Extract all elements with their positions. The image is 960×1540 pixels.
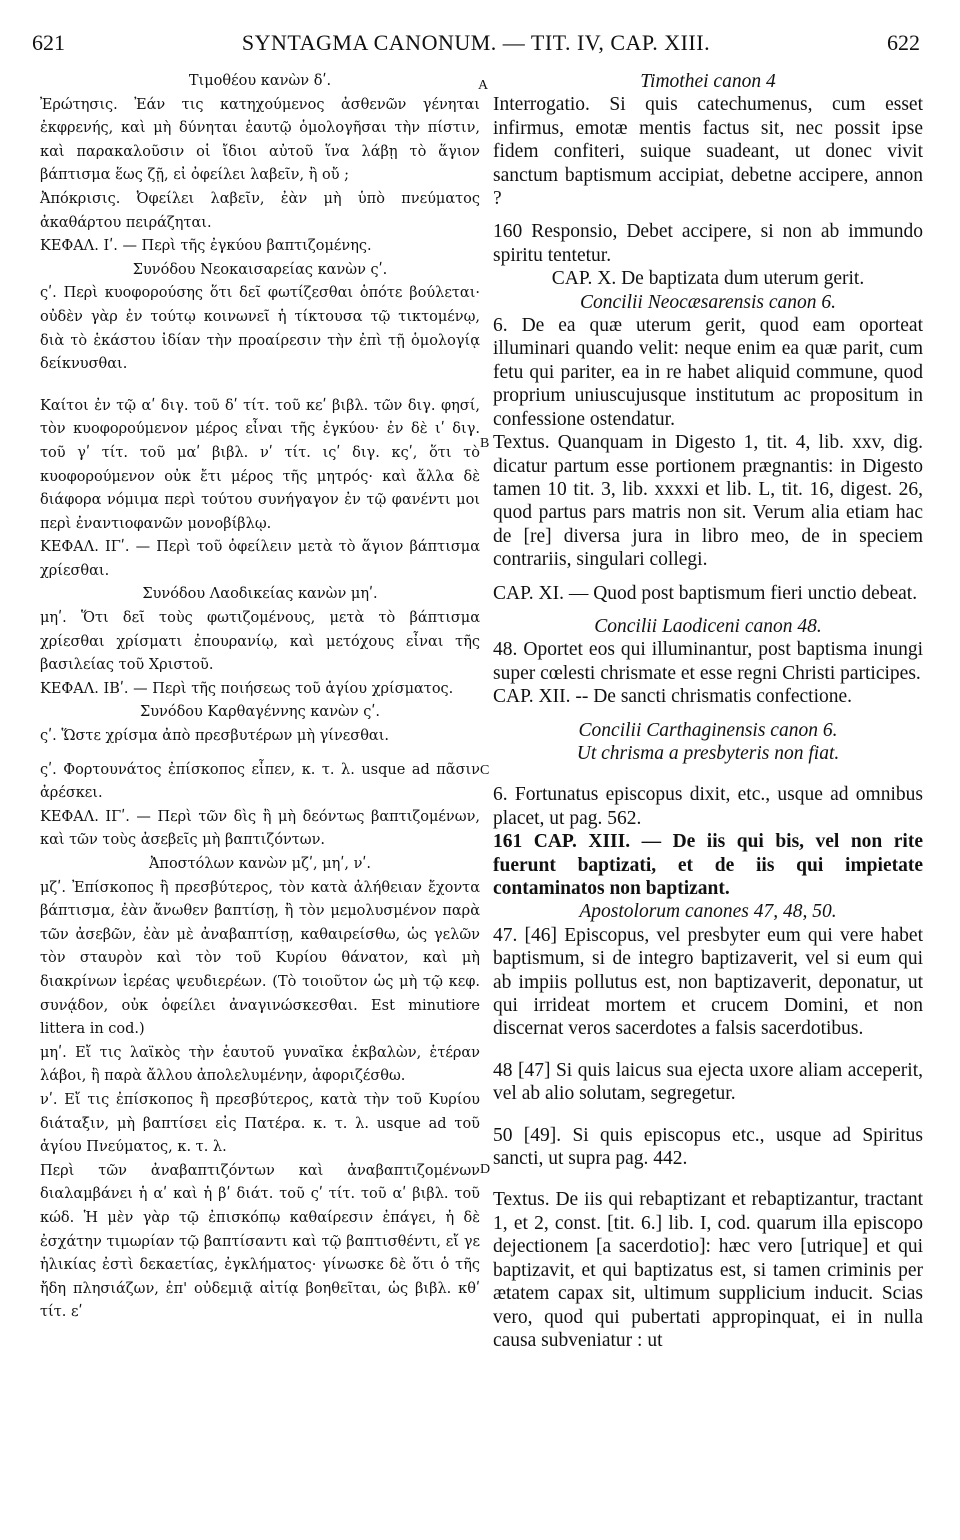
latin-paragraph: 47. [46] Episcopus, vel presbyter eum qui vere habet baptismum, si de integro baptizaverit, vel si eum qui ab impiis pollutus est, non baptizaverit, deponatur, ut qui irrideat mortem et crucem Domini, et non discernat veros sacerdotes a falsis sacerdotibus. [493, 924, 923, 1040]
latin-paragraph: Textus. Quanquam in Digesto 1, tit. 4, lib. xxv, dig. dicatur partum esse portionem prægnantis: in Digesto tamen 10 tit. 3, lib. xxxxi et lib. L, tit. 16, digest. 26, quod partus pars matris non sit. Verum alia etiam hac de [re] diversa jura in libro meo, de in speciem contrariis, singulari collegi. [493, 432, 923, 571]
margin-letter-b: B [480, 436, 490, 451]
margin-letter-a: A [478, 78, 489, 93]
greek-paragraph: Ἐρώτησις. Ἐάν τις κατηχούμενος ἀσθενῶν γένηται ἐκφρενής, καὶ μὴ δύνηται ἑαυτῷ ὁμολογῆσαι τὴν πίστιν, καὶ παρακαλοῦσιν οἱ ἴδιοι αὐτοῦ ἵνα λάβῃ τὸ ἅγιον βάπτισμα ἕως ζῇ, εἰ ὀφείλει λαβεῖν, ἢ οὔ ; [40, 96, 480, 184]
greek-chapter-heading: ΚΕΦΑΛ. ΙΒʹ. — Περὶ τῆς ποιήσεως τοῦ ἁγίου χρίσματος. [40, 680, 454, 697]
latin-chapter-heading: 161 CAP. XIII. — De iis qui bis, vel non rite fuerunt baptizati, et de iis qui impietate contaminatos non baptizant. [493, 831, 923, 899]
page-number-right: 622 [887, 30, 920, 55]
page-number-left: 621 [32, 30, 65, 55]
page-header [32, 30, 920, 64]
greek-paragraph: ςʹ. Ὥστε χρίσμα ἀπὸ πρεσβυτέρων μὴ γίνεσθαι. [40, 728, 390, 745]
greek-paragraph: νʹ. Εἴ τις ἐπίσκοπος ἢ πρεσβύτερος, κατὰ τὴν τοῦ Κυρίου διάταξιν, μὴ βαπτίσει εἰς Πατέρα. κ. τ. λ. usque ad τοῦ ἁγίου Πνεύματος, κ. τ. λ. [40, 1091, 480, 1156]
latin-paragraph: 50 [49]. Si quis episcopus etc., usque ad Spiritus sancti, ut supra pag. 442. [493, 1124, 923, 1170]
greek-column [40, 70, 480, 1325]
greek-canon-title: Τιμοθέου κανὼν δʹ. [188, 73, 332, 89]
latin-paragraph: 6. Fortunatus episcopus dixit, etc., usque ad omnibus placet, ut pag. 562. [493, 784, 923, 829]
margin-letter-c: C [480, 763, 490, 778]
latin-canon-title: Timothei canon 4 [640, 71, 776, 92]
greek-paragraph: ςʹ. Περὶ κυοφορούσης ὅτι δεῖ φωτίζεσθαι ὁπότε βούλεται· οὐδὲν γὰρ ἐν τούτῳ κοινωνεῖ ἡ τίκτουσα τῷ τικτομένῳ, διὰ τὸ ἑκάστου ἰδίαν τὴν προαίρεσιν τὴν ἐπὶ τῇ ὁμολογίᾳ δείκνυσθαι. [40, 285, 480, 373]
greek-paragraph: μζʹ. Ἐπίσκοπος ἢ πρεσβύτερος, τὸν κατὰ ἀλήθειαν ἔχοντα βάπτισμα, ἐὰν ἄνωθεν βαπτίσῃ, ἢ τὸν μεμολυσμένον παρὰ τῶν ἀσεβῶν, ἐὰν μὲ ἀναβαπτίσῃ, καθαιρείσθω, ὡς γελῶν τὸν σταυρὸν καὶ τὸν τοῦ Κυρίου θάνατον, καὶ μὴ διακρίνων ἱερέας ψευδιερέων. (Τὸ τοιοῦτον ὡς μὴ τῷ κεφ. συνᾴδον, οὐκ ὀφείλει ἀναγινώσκεσθαι. Est minutiore littera in cod.) [40, 879, 480, 1038]
latin-chapter-heading: CAP. XI. — Quod post baptismum fieri unctio debeat. [493, 582, 918, 604]
greek-chapter-heading: ΚΕΦΑΛ. ΙΓʹ. — Περὶ τῶν δὶς ἢ μὴ δεόντως βαπτιζομένων, καὶ τῶν τοὺς ἀσεβεῖς μὴ βαπτιζόντων. [40, 808, 480, 849]
greek-canon-title: Ἀποστόλων κανὼν μζʹ, μηʹ, νʹ. [148, 856, 372, 872]
greek-paragraph: Ἀπόκρισις. Ὀφείλει λαβεῖν, ἐὰν μὴ ὑπὸ πνεύματος ἀκαθάρτου πειράζηται. [40, 190, 480, 231]
latin-canon-title: Ut chrisma a presbyteris non fiat. [576, 742, 840, 764]
latin-column [493, 70, 923, 1352]
latin-canon-title: Concilii Neocæsarensis canon 6. [579, 291, 836, 313]
greek-canon-title: Συνόδου Καρθαγέννης κανὼν ςʹ. [139, 704, 381, 721]
latin-paragraph: 6. De ea quæ uterum gerit, quod eam oporteat illuminari quando velit: neque enim ea quæ parit, cum fetu qui pariter, ea in re habet aliquid commune, quod proprium uniuscujusque institutum ac propositum in confessione ostendatur. [493, 315, 923, 430]
running-title: SYNTAGMA CANONUM. — TIT. IV, CAP. XIII. [241, 30, 711, 55]
latin-paragraph: 48. Oportet eos qui illuminantur, post baptisma inungi super cœlesti chrismate et esse regni Christi participes. [493, 639, 923, 684]
greek-chapter-heading: ΚΕΦΑΛ. ΙΓʹ. — Περὶ τοῦ ὀφείλειν μετὰ τὸ ἅγιον βάπτισμα χρίεσθαι. [40, 539, 480, 579]
latin-paragraph: Interrogatio. Si quis catechumenus, cum esset infirmus, emotæ mentis factus sit, nec possit ipse fidem confiteri, suique suadeant, ut donec vivit sanctum baptismum accipiat, debetne accipere, annon ? [493, 94, 923, 210]
greek-paragraph: Περὶ τῶν ἀναβαπτιζόντων καὶ ἀναβαπτιζομένων διαλαμβάνει ἡ αʹ καὶ ἡ βʹ διάτ. τοῦ ςʹ τίτ. τοῦ αʹ βιβλ. τοῦ κώδ. Ἡ μὲν γὰρ τῷ ἐπισκόπῳ καθαίρεσιν ἐπάγει, ἡ δὲ ἐσχάτην τιμωρίαν τῷ βαπτίσαντι καὶ τῷ βαπτισθέντι, εἴ γε ἡλικίας ἐστὶ δεκαετίας, ἐγκλήματος· γίνωσκε δὲ ὅτι ὁ τῆς ἤδη πλησιάζων, ἐπ' οὐδεμιᾷ αἰτίᾳ βοηθεῖται, ὡς βιβλ. κθʹ τίτ. εʹ [40, 1162, 480, 1321]
latin-paragraph: Textus. De iis qui rebaptizant et rebaptizantur, tractant 1, et 2, const. [tit. 6.] lib. I, cod. quarum illa episcopo dejectionem [a sacerdotio]: hæc vero [utrique] et qui baptizavit, et qui baptizatus est, si tamen criminis per ætatem capax sit, ultimum supplicium inducit. Scias vero, quod qui pubertati appropinquat, ei in nulla causa subveniatur : ut [493, 1189, 923, 1351]
greek-paragraph: Καίτοι ἐν τῷ αʹ διγ. τοῦ δʹ τίτ. τοῦ κεʹ βιβλ. τῶν διγ. φησί, τὸν κυοφορούμενον μέρος εἶναι τῆς ἐγκύου· ἐν δὲ ιʹ διγ. τοῦ γʹ τίτ. τοῦ μαʹ βιβλ. νʹ τίτ. ιςʹ διγ. κςʹ, ὅτι τὸ κυοφορούμενον οὐκ ἔτι μέρος τῆς μητρός· καὶ ἄλλα δὲ διάφορα νόμιμα περὶ τούτου συνήγαγον ἐν τῷ φανέντι μοι περὶ ἐναντιοφανῶν μονοβίβλῳ. [40, 397, 480, 532]
greek-canon-title: Συνόδου Λαοδικείας κανὼν μηʹ. [142, 586, 378, 603]
latin-chapter-heading: CAP. XII. -- De sancti chrismatis confectione. [493, 686, 853, 708]
latin-canon-title: Concilii Carthaginensis canon 6. [578, 719, 838, 741]
latin-paragraph: 48 [47] Si quis laicus sua ejecta uxore aliam acceperit, vel ab alio solutam, segregetur. [493, 1059, 923, 1105]
greek-chapter-heading: ΚΕΦΑΛ. Ιʹ. — Περὶ τῆς ἐγκύου βαπτιζομένης. [40, 238, 372, 255]
greek-paragraph: μηʹ. Ὅτι δεῖ τοὺς φωτιζομένους, μετὰ τὸ βάπτισμα χρίεσθαι χρίσματι ἐπουρανίῳ, καὶ μετόχους εἶναι τῆς βασιλείας τοῦ Χριστοῦ. [40, 610, 480, 674]
margin-letter-d: D [480, 1162, 491, 1177]
latin-canon-title: Apostolorum canones 47, 48, 50. [579, 901, 837, 923]
greek-canon-title: Συνόδου Νεοκαισαρείας κανὼν ςʹ. [132, 261, 388, 278]
greek-paragraph: ςʹ. Φορτουνάτος ἐπίσκοπος εἶπεν, κ. τ. λ. usque ad πᾶσιν ἀρέσκει. [40, 761, 480, 802]
greek-paragraph: μηʹ. Εἴ τις λαϊκὸς τὴν ἑαυτοῦ γυναῖκα ἐκβαλὼν, ἑτέραν λάβοι, ἢ παρὰ ἄλλου ἀπολελυμένην, ἀφοριζέσθω. [40, 1044, 480, 1085]
latin-canon-title: Concilii Laodiceni canon 48. [594, 615, 822, 637]
latin-paragraph: 160 Responsio, Debet accipere, si non ab immundo spiritu tentetur. [493, 221, 923, 266]
latin-chapter-heading: CAP. X. De baptizata dum uterum gerit. [551, 268, 865, 290]
